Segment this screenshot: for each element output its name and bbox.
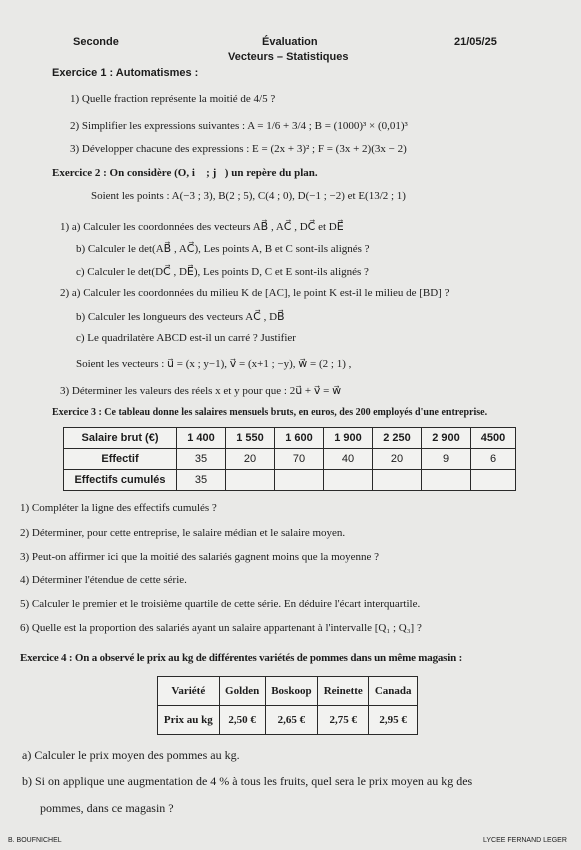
table-row — [158, 706, 418, 735]
table-row — [64, 428, 516, 449]
table-cell: 1 600 — [275, 428, 324, 449]
table-header-cell: Effectif — [64, 449, 177, 470]
ex4-qb-line2: pommes, dans ce magasin ? — [40, 801, 174, 815]
table-cell — [226, 470, 275, 491]
class-label: Seconde — [73, 36, 119, 48]
table-cell: 4500 — [471, 428, 516, 449]
ex2-q3: 3) Déterminer les valeurs des réels x et y pour que : 2u⃗ + v⃗ = w⃗ — [60, 385, 342, 397]
ex4-qb-line1: b) Si on applique une augmentation de 4 % à tous les fruits, quel sera le prix moyen au kg des — [22, 774, 473, 788]
table-row — [158, 677, 418, 706]
ex2-vectors: Soient les vecteurs : u⃗ = (x ; y−1), v⃗ = (x+1 ; −y), w⃗ = (2 ; 1) , — [76, 358, 352, 370]
ex3-q5: 5) Calculer le premier et le troisième quartile de cette série. En déduire l'écart interquartile. — [20, 598, 421, 610]
ex1-q1: 1) Quelle fraction représente la moitié de 4/5 ? — [70, 93, 276, 105]
ex2-q2a: 2) a) Calculer les coordonnées du milieu K de [AC], le point K est-il le milieu de [BD] ? — [60, 287, 450, 299]
ex2-q1a: 1) a) Calculer les coordonnées des vecteurs AB⃗ , AC⃗ , DC⃗ et DE⃗ — [60, 221, 344, 233]
ex2-q1c: c) Calculer le det(DC⃗ , DE⃗), Les points D, C et E sont-ils alignés ? — [76, 266, 369, 278]
table-cell: 40 — [324, 449, 373, 470]
table-cell: 6 — [471, 449, 516, 470]
table-header-cell: Variété — [158, 677, 220, 706]
page-title: Évaluation — [262, 36, 318, 48]
table-header-cell: Salaire brut (€) — [64, 428, 177, 449]
ex4-qa: a) Calculer le prix moyen des pommes au kg. — [22, 748, 240, 762]
ex3-q1: 1) Compléter la ligne des effectifs cumulés ? — [20, 502, 217, 514]
table-cell: 2,95 € — [369, 706, 418, 735]
ex1-title: Exercice 1 : Automatismes : — [52, 67, 199, 79]
ex2-q2b: b) Calculer les longueurs des vecteurs AC⃗ , DB⃗ — [76, 311, 285, 323]
table-cell — [471, 470, 516, 491]
table-header-cell: Reinette — [318, 677, 369, 706]
table-header-cell: Prix au kg — [158, 706, 220, 735]
table-header-cell: Golden — [219, 677, 265, 706]
table-cell: 1 900 — [324, 428, 373, 449]
table-cell: 2,75 € — [318, 706, 369, 735]
table-cell — [373, 470, 422, 491]
page-subtitle: Vecteurs – Statistiques — [228, 51, 349, 63]
date-label: 21/05/25 — [454, 36, 497, 48]
table-header-cell: Boskoop — [265, 677, 318, 706]
ex3-q6: 6) Quelle est la proportion des salariés ayant un salaire appartenant à l'intervalle [Q₁ ; Q₃] ? — [20, 622, 422, 634]
table-cell: 9 — [422, 449, 471, 470]
table-cell — [324, 470, 373, 491]
ex4-title: Exercice 4 : On a observé le prix au kg de différentes variétés de pommes dans un même magasin : — [20, 652, 463, 664]
ex2-title: Exercice 2 : On considère (O, i⃗ ; j⃗) un repère du plan. — [52, 167, 318, 179]
table-cell: 20 — [373, 449, 422, 470]
table-cell: 20 — [226, 449, 275, 470]
ex1-q2: 2) Simplifier les expressions suivantes : A = 1/6 + 3/4 ; B = (1000)³ × (0,01)³ — [70, 120, 408, 132]
price-table — [157, 676, 418, 735]
table-cell: 2,50 € — [219, 706, 265, 735]
table-cell: 1 400 — [177, 428, 226, 449]
table-cell: 2 900 — [422, 428, 471, 449]
table-cell: 2 250 — [373, 428, 422, 449]
ex2-q1b: b) Calculer le det(AB⃗ , AC⃗), Les points A, B et C sont-ils alignés ? — [76, 243, 370, 255]
footer-author: B. BOUFNICHEL — [8, 837, 62, 844]
ex2-points: Soient les points : A(−3 ; 3), B(2 ; 5), C(4 ; 0), D(−1 ; −2) et E(13/2 ; 1) — [91, 190, 406, 202]
salary-table — [63, 427, 516, 491]
ex3-q3: 3) Peut-on affirmer ici que la moitié des salariés gagnent moins que la moyenne ? — [20, 551, 380, 563]
ex1-q3: 3) Développer chacune des expressions : E = (2x + 3)² ; F = (3x + 2)(3x − 2) — [70, 143, 407, 155]
table-header-cell: Effectifs cumulés — [64, 470, 177, 491]
table-cell — [422, 470, 471, 491]
ex3-q2: 2) Déterminer, pour cette entreprise, le salaire médian et le salaire moyen. — [20, 527, 346, 539]
table-header-cell: Canada — [369, 677, 418, 706]
table-cell: 70 — [275, 449, 324, 470]
ex2-q2c: c) Le quadrilatère ABCD est-il un carré ? Justifier — [76, 332, 296, 344]
footer-school: LYCEE FERNAND LEGER — [483, 837, 567, 844]
table-row — [64, 449, 516, 470]
ex3-q4: 4) Déterminer l'étendue de cette série. — [20, 574, 187, 586]
table-cell: 35 — [177, 470, 226, 491]
table-cell: 35 — [177, 449, 226, 470]
table-cell: 2,65 € — [265, 706, 318, 735]
table-cell — [275, 470, 324, 491]
ex3-title: Exercice 3 : Ce tableau donne les salaires mensuels bruts, en euros, des 200 employés d'une entreprise. — [52, 407, 488, 418]
table-cell: 1 550 — [226, 428, 275, 449]
table-row — [64, 470, 516, 491]
